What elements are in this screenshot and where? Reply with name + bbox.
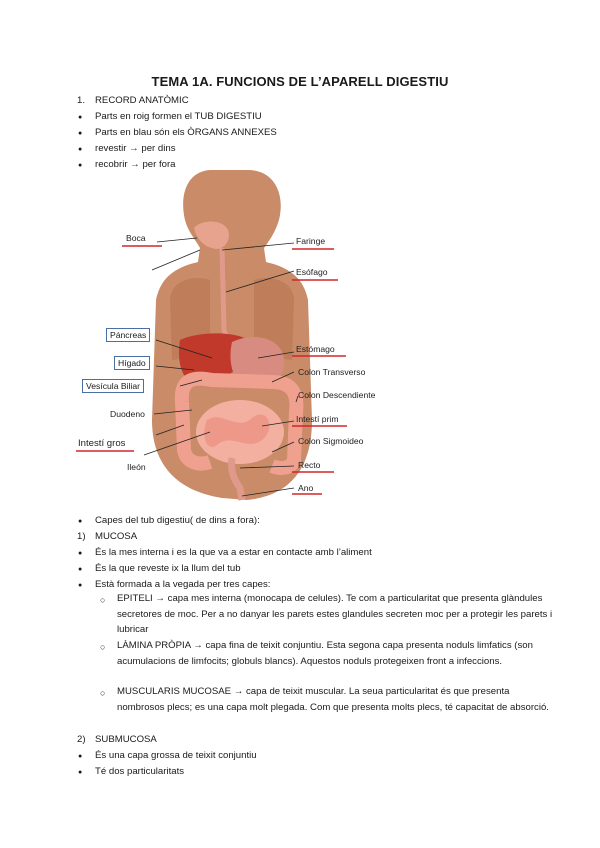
section-heading: MUCOSA xyxy=(95,531,138,542)
label-estomago: Estómago xyxy=(296,344,335,354)
list-item: Té dos particularitats xyxy=(95,766,185,777)
label-ileon: Ileón xyxy=(127,462,146,472)
label-intesti-prim: Intestí prim xyxy=(296,414,339,424)
bullet-dot xyxy=(78,765,82,779)
list-item: És una capa grossa de teixit conjuntiu xyxy=(95,750,257,761)
bullet-dot xyxy=(78,578,82,592)
sub-bullet-circle: ○ xyxy=(100,688,106,698)
sub-list-item: LÀMINA PRÒPIA → capa fina de teixit conjuntiu. Esta segona capa presenta noduls limfatics (son acumulacions de limfocits; globuls blancs). Aquestos noduls protegeixen front a infeccions. xyxy=(117,640,533,667)
list-item: És la mes interna i es la que va a estar en contacte amb l’aliment xyxy=(95,547,372,558)
digestive-system-figure xyxy=(72,170,392,505)
bullet-dot xyxy=(78,110,82,124)
section-number: 1) xyxy=(77,531,86,542)
sub-bullet-circle: ○ xyxy=(100,595,106,605)
bullet-dot xyxy=(78,142,82,156)
bullet-dot xyxy=(78,546,82,560)
section-number: 2) xyxy=(77,734,86,745)
label-pancreas: Páncreas xyxy=(106,328,150,342)
label-intesti-gros: Intestí gros xyxy=(78,438,126,449)
section-number: 1. xyxy=(77,95,86,106)
label-colon-transverso: Colon Transverso xyxy=(298,367,366,377)
label-boca: Boca xyxy=(126,233,146,243)
list-item: Parts en blau són els ÒRGANS ANNEXES xyxy=(95,127,277,138)
bullet-dot xyxy=(78,562,82,576)
label-duodeno: Duodeno xyxy=(110,409,145,419)
sub-list-item: EPITELI → capa mes interna (monocapa de celules). Te com a particularitat que presenta glàndules secretores de moc. Per a no danyar les parets estes glandules secreten moc per a protegir les parets i lubricar xyxy=(117,593,553,635)
label-vesicula-biliar: Vesícula Biliar xyxy=(82,379,144,393)
sub-list-item: MUSCULARIS MUCOSAE → capa de teixit muscular. La seua particularitat és que presenta nombrosos plecs; es una capa molt plegada. Com que presenta molts plecs, té capacitat de absorció. xyxy=(117,686,549,713)
label-esofago: Esófago xyxy=(296,267,328,277)
layers-intro: Capes del tub digestiu( de dins a fora): xyxy=(95,515,260,526)
label-faringe: Faringe xyxy=(296,236,326,246)
label-colon-sigmoideo: Colon Sigmoideo xyxy=(298,436,364,446)
bullet-dot xyxy=(78,514,82,528)
label-recto: Recto xyxy=(298,460,321,470)
list-item: Parts en roig formen el TUB DIGESTIU xyxy=(95,111,262,122)
list-item: És la que reveste ix la llum del tub xyxy=(95,563,241,574)
bullet-dot xyxy=(78,749,82,763)
label-ano: Ano xyxy=(298,483,314,493)
section-heading: SUBMUCOSA xyxy=(95,734,157,745)
section-heading: RECORD ANATÒMIC xyxy=(95,95,189,106)
list-item: recobrir → per fora xyxy=(95,159,176,170)
list-item: revestir → per dins xyxy=(95,143,176,154)
sub-bullet-circle: ○ xyxy=(100,642,106,652)
list-item: Està formada a la vegada per tres capes: xyxy=(95,579,271,590)
page-title: TEMA 1A. FUNCIONS DE L’APARELL DIGESTIU xyxy=(151,74,449,89)
bullet-dot xyxy=(78,126,82,140)
label-colon-descendiente: Colon Descendiente xyxy=(298,390,376,400)
label-higado: Hígado xyxy=(114,356,150,370)
